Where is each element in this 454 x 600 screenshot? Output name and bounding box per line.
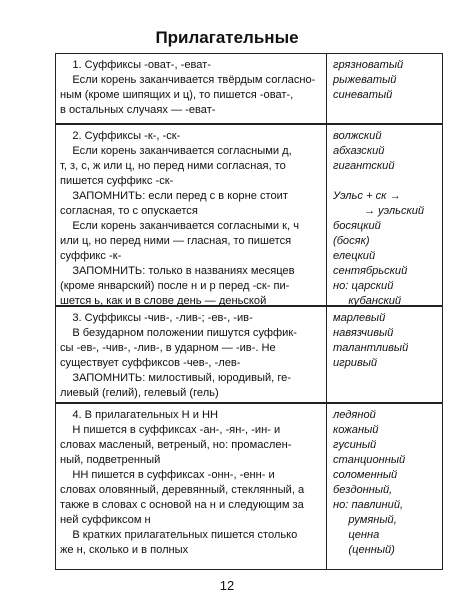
rule-line: словах масленый, ветреный, но: промаслен-: [60, 439, 292, 451]
rule-line: НН пишется в суффиксах -онн-, -енн- и: [60, 469, 275, 481]
rule-line: ЗАПОМНИТЬ: если перед с в корне стоит: [60, 190, 288, 202]
rule-line: В кратких прилагательных пишется столько: [60, 529, 298, 541]
example-word: (ценный): [333, 544, 395, 556]
example-word: кубанский: [333, 295, 402, 307]
page-number: 12: [219, 578, 235, 593]
rule-line: В безударном положении пишутся суффик-: [60, 327, 297, 339]
rules-table: [55, 53, 443, 570]
rule-line: (кроме январский) после н и р перед -ск- пи-: [60, 280, 290, 292]
example-word: но: павлиний,: [333, 499, 404, 511]
rule-line: сы -ев-, -чив-, -лив-, в ударном — -ив-. Не: [60, 342, 276, 354]
column-divider: [326, 54, 327, 569]
rule-text-n-nn: [60, 408, 324, 558]
rule-line: согласная, то с опускается: [60, 205, 198, 217]
rule-line: 3. Суффиксы -чив-, -лив-; -ев-, -ив-: [60, 312, 253, 324]
rule-line: 4. В прилагательных Н и НН: [60, 409, 219, 421]
rule-line: пишется суффикс -ск-: [60, 175, 174, 187]
example-word: марлевый: [333, 312, 386, 324]
example-word: [333, 174, 441, 189]
rule-line: в остальных случаях — -еват-: [60, 104, 216, 116]
example-word: волжский: [333, 130, 382, 142]
example-word: бездонный,: [333, 484, 393, 496]
rule-line: же н, сколько и в полных: [60, 544, 189, 556]
examples-suffix-ovat: [333, 58, 441, 103]
rule-text-suffix-ovat: [60, 58, 324, 118]
row-divider: [56, 123, 442, 125]
example-word: грязноватый: [333, 59, 404, 71]
example-word: гусиный: [333, 439, 377, 451]
rule-line: или ц, но перед ними — гласная, то пишется: [60, 235, 292, 247]
rule-line: 2. Суффиксы -к-, -ск-: [60, 130, 181, 142]
rule-line: ней суффиксом н: [60, 514, 151, 526]
example-word: гигантский: [333, 160, 395, 172]
examples-suffix-chiv-liv: [333, 311, 441, 371]
rule-line: Если корень заканчивается согласными д,: [60, 145, 292, 157]
rule-text-suffix-chiv-liv: [60, 311, 324, 401]
example-word: румяный,: [333, 514, 397, 526]
rule-line: словах оловянный, деревянный, стеклянный, а: [60, 484, 305, 496]
example-word: станционный: [333, 454, 406, 466]
example-word: игривый: [333, 357, 378, 369]
examples-suffix-k-sk: [333, 129, 441, 309]
rule-line: лиевый (гелий), гелевый (гель): [60, 387, 219, 399]
rule-line: Если корень заканчивается согласными к, ч: [60, 220, 299, 232]
rule-line: ным (кроме шипящих и ц), то пишется -оват-,: [60, 89, 294, 101]
rule-line: существует суффиксов -чев-, -лев-: [60, 357, 241, 369]
example-word: но: царский: [333, 280, 394, 292]
rule-line: Н пишется в суффиксах -ан-, -ян-, -ин- и: [60, 424, 281, 436]
example-word: елецкий: [333, 250, 376, 262]
example-word: абхазский: [333, 145, 385, 157]
rule-line: суффикс -к-: [60, 250, 122, 262]
rule-line: шется ь, как и в слове день — деньской: [60, 295, 267, 307]
rule-text-suffix-k-sk: [60, 129, 324, 309]
example-word: талантливый: [333, 342, 409, 354]
rule-line: также в словах с основой на н и следующим за: [60, 499, 304, 511]
example-word: (босяк): [333, 235, 370, 247]
example-word: навязчивый: [333, 327, 394, 339]
rule-line: ный, подветренный: [60, 454, 161, 466]
page-title: Прилагательные: [155, 28, 299, 47]
rule-line: т, з, с, ж или ц, но перед ними согласная, то: [60, 160, 286, 172]
examples-n-nn: [333, 408, 441, 558]
example-word: ценна: [333, 529, 380, 541]
example-word: ледяной: [333, 409, 376, 421]
example-word: сентябрьский: [333, 265, 408, 277]
row-divider: [56, 402, 442, 404]
rule-line: Если корень заканчивается твёрдым согласно-: [60, 74, 316, 86]
rule-line: 1. Суффиксы -оват-, -еват-: [60, 59, 211, 71]
example-word: → уэльский: [333, 205, 425, 217]
rule-line: ЗАПОМНИТЬ: только в названиях месяцев: [60, 265, 295, 277]
example-word: босяцкий: [333, 220, 381, 232]
rule-line: ЗАПОМНИТЬ: милостивый, юродивый, ге-: [60, 372, 291, 384]
example-word: Уэльс + ск →: [333, 190, 401, 202]
example-word: рыжеватый: [333, 74, 397, 86]
example-word: синеватый: [333, 89, 393, 101]
example-word: соломенный: [333, 469, 398, 481]
example-word: кожаный: [333, 424, 379, 436]
